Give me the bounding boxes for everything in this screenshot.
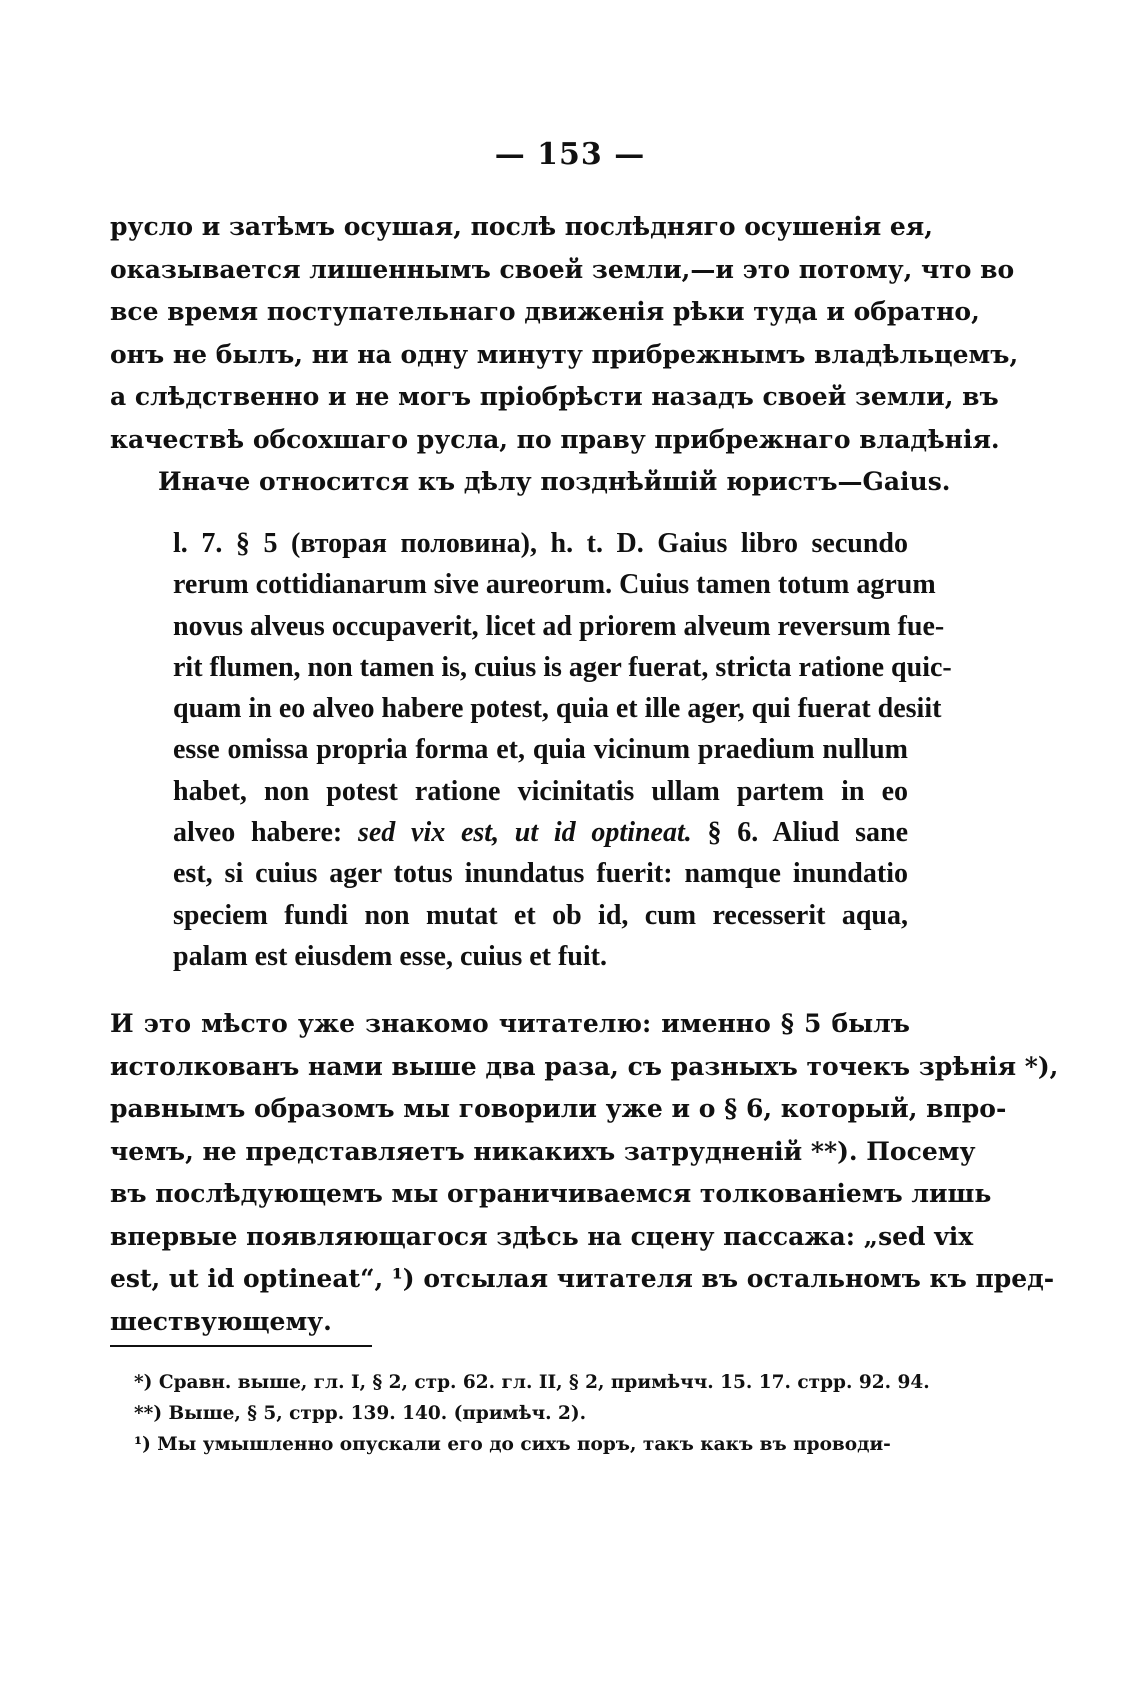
footnote-divider xyxy=(110,1345,372,1347)
footnote: **) Выше, § 5, стрр. 139. 140. (примѣч. 2). xyxy=(134,1403,587,1424)
quote-line: speciem fundi non mutat et ob id, cum recesserit aqua, xyxy=(173,899,908,931)
paragraph-line: онъ не былъ, ни на одну минуту прибрежнымъ владѣльцемъ, xyxy=(110,339,1019,369)
paragraph-line: истолкованъ нами выше два раза, съ разныхъ точекъ зрѣнія *), xyxy=(110,1051,1059,1081)
paragraph-line: въ послѣдующемъ мы ограничиваемся толкованіемъ лишь xyxy=(110,1179,992,1208)
quote-line: esse omissa propria forma et, quia vicinum praedium nullum xyxy=(173,734,908,766)
paragraph-line: Иначе относится къ дѣлу позднѣйшій юристъ—Gaius. xyxy=(158,467,951,496)
quote-segment: § 6. Aliud sane xyxy=(707,817,909,849)
quote-line: rit flumen, non tamen is, cuius is ager fuerat, stricta ratione quic- xyxy=(173,651,952,683)
footnote: *) Сравн. выше, гл. I, § 2, стр. 62. гл. II, § 2, примѣчч. 15. 17. стрр. 92. 94. xyxy=(134,1372,930,1393)
quote-emphasis: sed vix est, ut id optineat. xyxy=(357,817,692,849)
latin-quotation xyxy=(173,523,952,977)
paragraph-1 xyxy=(110,206,1019,504)
paragraph-line: все время поступательнаго движенія рѣки туда и обратно, xyxy=(110,297,980,326)
paragraph-line: шествующему. xyxy=(110,1306,332,1336)
paragraph-line: впервые появляющагося здѣсь на сцену пассажа: „sed vix xyxy=(110,1221,974,1251)
footnote: ¹) Мы умышленно опускали его до сихъ поръ, такъ какъ въ проводи- xyxy=(134,1434,891,1455)
quote-line: novus alveus occupaverit, licet ad priorem alveum reversum fue- xyxy=(173,610,945,642)
paragraph-line: а слѣдственно и не могъ пріобрѣсти назадъ своей земли, въ xyxy=(110,382,999,411)
paragraph-line: русло и затѣмъ осушая, послѣ послѣдняго осушенія ея, xyxy=(110,212,933,241)
paragraph-2 xyxy=(110,1003,1059,1343)
paragraph-line: оказывается лишеннымъ своей земли,—и это потому, что во xyxy=(110,254,1015,284)
footnotes xyxy=(110,1367,930,1460)
quote-line: est, si cuius ager totus inundatus fuerit: namque inundatio xyxy=(173,858,908,890)
page-number: — 153 — xyxy=(494,137,646,172)
quote-line xyxy=(173,812,908,853)
paragraph-line: качествѣ обсохшаго русла, по праву прибрежнаго владѣнія. xyxy=(110,424,1000,454)
quote-line: rerum cottidianarum sive aureorum. Cuius tamen totum agrum xyxy=(173,569,936,601)
quote-line: palam est eiusdem esse, cuius et fuit. xyxy=(173,940,607,972)
quote-segment: alveo habere: xyxy=(173,817,343,849)
paragraph-line: равнымъ образомъ мы говорили уже и о § 6, который, впро- xyxy=(110,1094,1007,1123)
quote-line: quam in eo alveo habere potest, quia et ille ager, qui fuerat desiit xyxy=(173,693,942,725)
paragraph-line: чемъ, не представляетъ никакихъ затрудненій **). Посему xyxy=(110,1136,976,1166)
quote-line: habet, non potest ratione vicinitatis ullam partem in eo xyxy=(173,775,908,807)
quote-line: l. 7. § 5 (вторая половина), h. t. D. Gaius libro secundo xyxy=(173,528,908,559)
paragraph-line: est, ut id optineat“, ¹) отсылая читателя въ остальномъ къ пред- xyxy=(110,1264,1055,1293)
paragraph-line: И это мѣсто уже знакомо читателю: именно § 5 былъ xyxy=(110,1009,910,1038)
